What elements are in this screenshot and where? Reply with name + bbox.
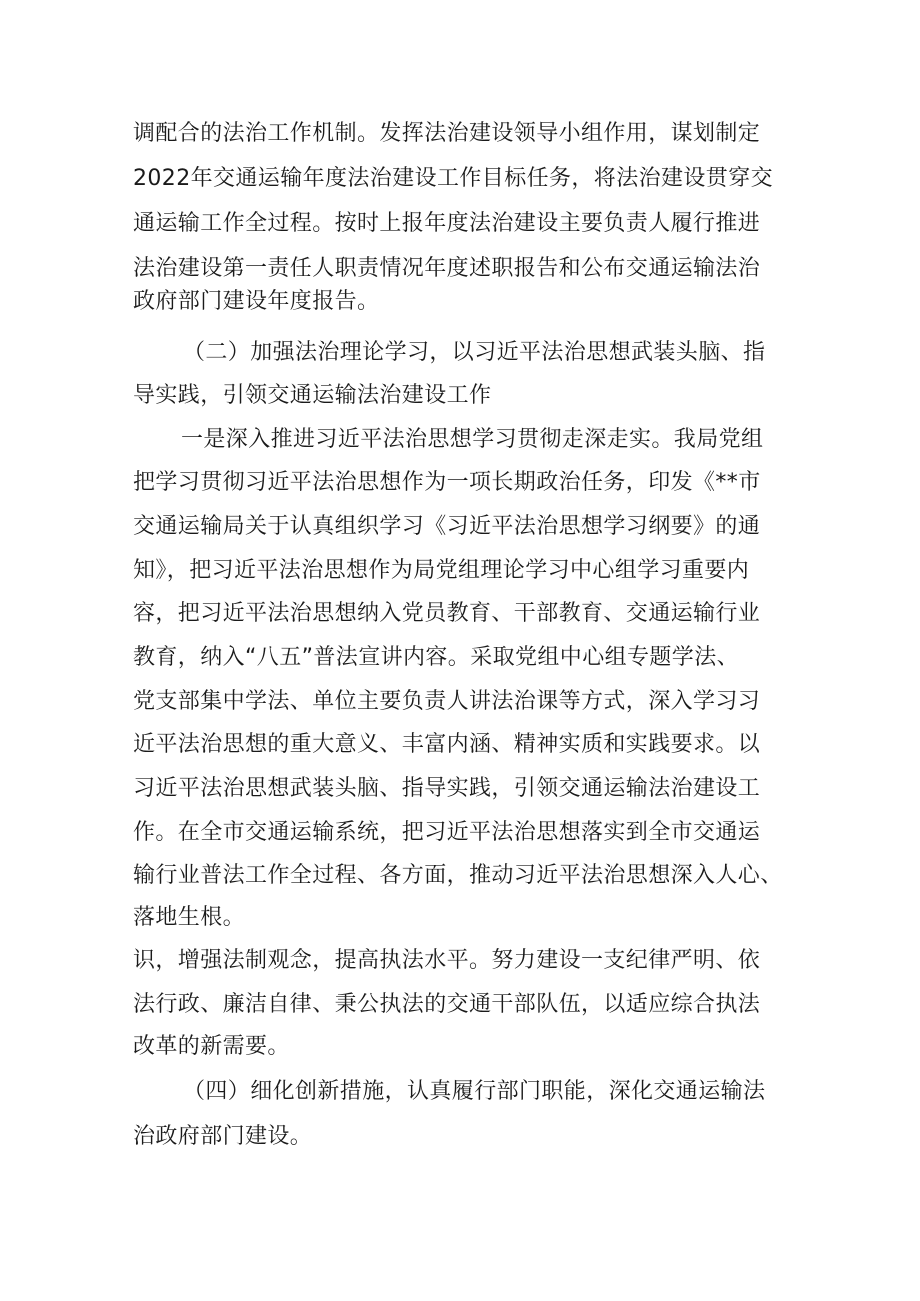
text-line: 改革的新需要。 <box>133 1034 290 1059</box>
text-line: 识，增强法制观念，提高执法水平。努力建设一支纪律严明、依 <box>133 948 761 973</box>
section-heading-2-line1: （二）加强法治理论学习，以习近平法治思想武装头脑、指 <box>183 340 766 365</box>
section-heading-4-line2: 治政府部门建设。 <box>133 1124 313 1149</box>
text-line: 交通运输局关于认真组织学习《习近平法治思想学习纲要》的通 <box>133 514 761 539</box>
text-line: 知》，把习近平法治思想作为局党组理论学习中心组学习重要内 <box>133 558 750 583</box>
text-line: 落地生根。 <box>133 905 246 930</box>
section-heading-2-line2: 导实践，引领交通运输法治建设工作 <box>133 383 492 408</box>
text-line: 法治建设第一责任人职责情况年度述职报告和公布交通运输法治 <box>133 256 761 281</box>
text-line: 调配合的法治工作机制。发挥法治建设领导小组作用，谋划制定 <box>133 121 761 146</box>
text-line: 作。在全市交通运输系统，把习近平法治思想落实到全市交通运 <box>133 820 761 845</box>
text-line: 政府部门建设年度报告。 <box>133 289 380 314</box>
text-line: 输行业普法工作全过程、各方面，推动习近平法治思想深入人心、 <box>133 863 783 888</box>
text-line: 把学习贯彻习近平法治思想作为一项长期政治任务，印发《**市 <box>133 470 761 495</box>
text-line: 一是深入推进习近平法治思想学习贯彻走深走实。我局党组 <box>181 427 764 452</box>
text-line: 近平法治思想的重大意义、丰富内涵、精神实质和实践要求。以 <box>133 732 761 757</box>
text-line: 通运输工作全过程。按时上报年度法治建设主要负责人履行推进 <box>133 211 761 236</box>
text-line: 容，把习近平法治思想纳入党员教育、干部教育、交通运输行业 <box>133 601 761 626</box>
text-line: 法行政、廉洁自律、秉公执法的交通干部队伍，以适应综合执法 <box>133 992 761 1017</box>
text-line: 2022年交通运输年度法治建设工作目标任务，将法治建设贯穿交 <box>133 166 773 191</box>
text-line: 习近平法治思想武装头脑、指导实践，引领交通运输法治建设工 <box>133 776 761 801</box>
section-heading-4-line1: （四）细化创新措施，认真履行部门职能，深化交通运输法 <box>183 1079 766 1104</box>
text-line: 党支部集中学法、单位主要负责人讲法治课等方式，深入学习习 <box>133 689 761 714</box>
text-line: 教育，纳入“八五”普法宣讲内容。采取党组中心组专题学法、 <box>133 645 739 670</box>
